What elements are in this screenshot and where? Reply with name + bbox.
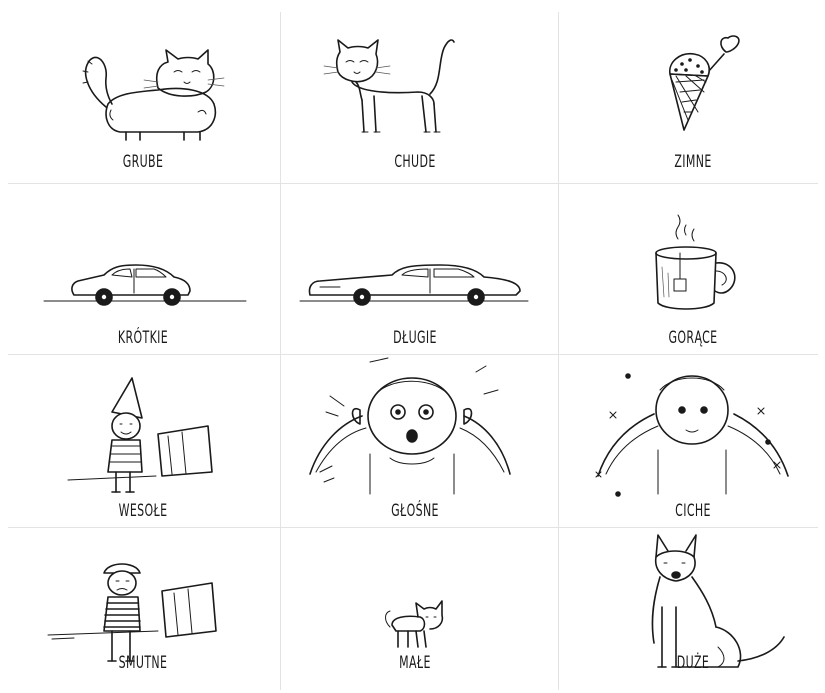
- card-big: [558, 527, 825, 690]
- card-label: MAŁE: [399, 653, 431, 673]
- card-long: [280, 183, 550, 354]
- card-label: DUŻE: [676, 653, 710, 673]
- card-cold: [558, 12, 825, 183]
- card-label: KRÓTKIE: [117, 328, 169, 348]
- card-sad: [8, 527, 278, 690]
- card-label: GRUBE: [122, 152, 164, 172]
- card-label: DŁUGIE: [393, 328, 437, 348]
- card-loud: [280, 354, 550, 527]
- card-short: [8, 183, 278, 354]
- card-small: [280, 527, 550, 690]
- card-label: WESOŁE: [118, 501, 168, 521]
- card-label: GŁOŚNE: [391, 501, 439, 521]
- card-quiet: [558, 354, 825, 527]
- card-label: ZIMNE: [674, 152, 712, 172]
- card-hot: [558, 183, 825, 354]
- card-label: CICHE: [675, 501, 711, 521]
- card-fat: [8, 12, 278, 183]
- card-thin: [280, 12, 550, 183]
- card-label: GORĄCE: [668, 328, 718, 348]
- card-label: SMUTNE: [118, 653, 168, 673]
- card-label: CHUDE: [394, 152, 436, 172]
- flashcard-grid: [8, 12, 818, 690]
- card-happy: [8, 354, 278, 527]
